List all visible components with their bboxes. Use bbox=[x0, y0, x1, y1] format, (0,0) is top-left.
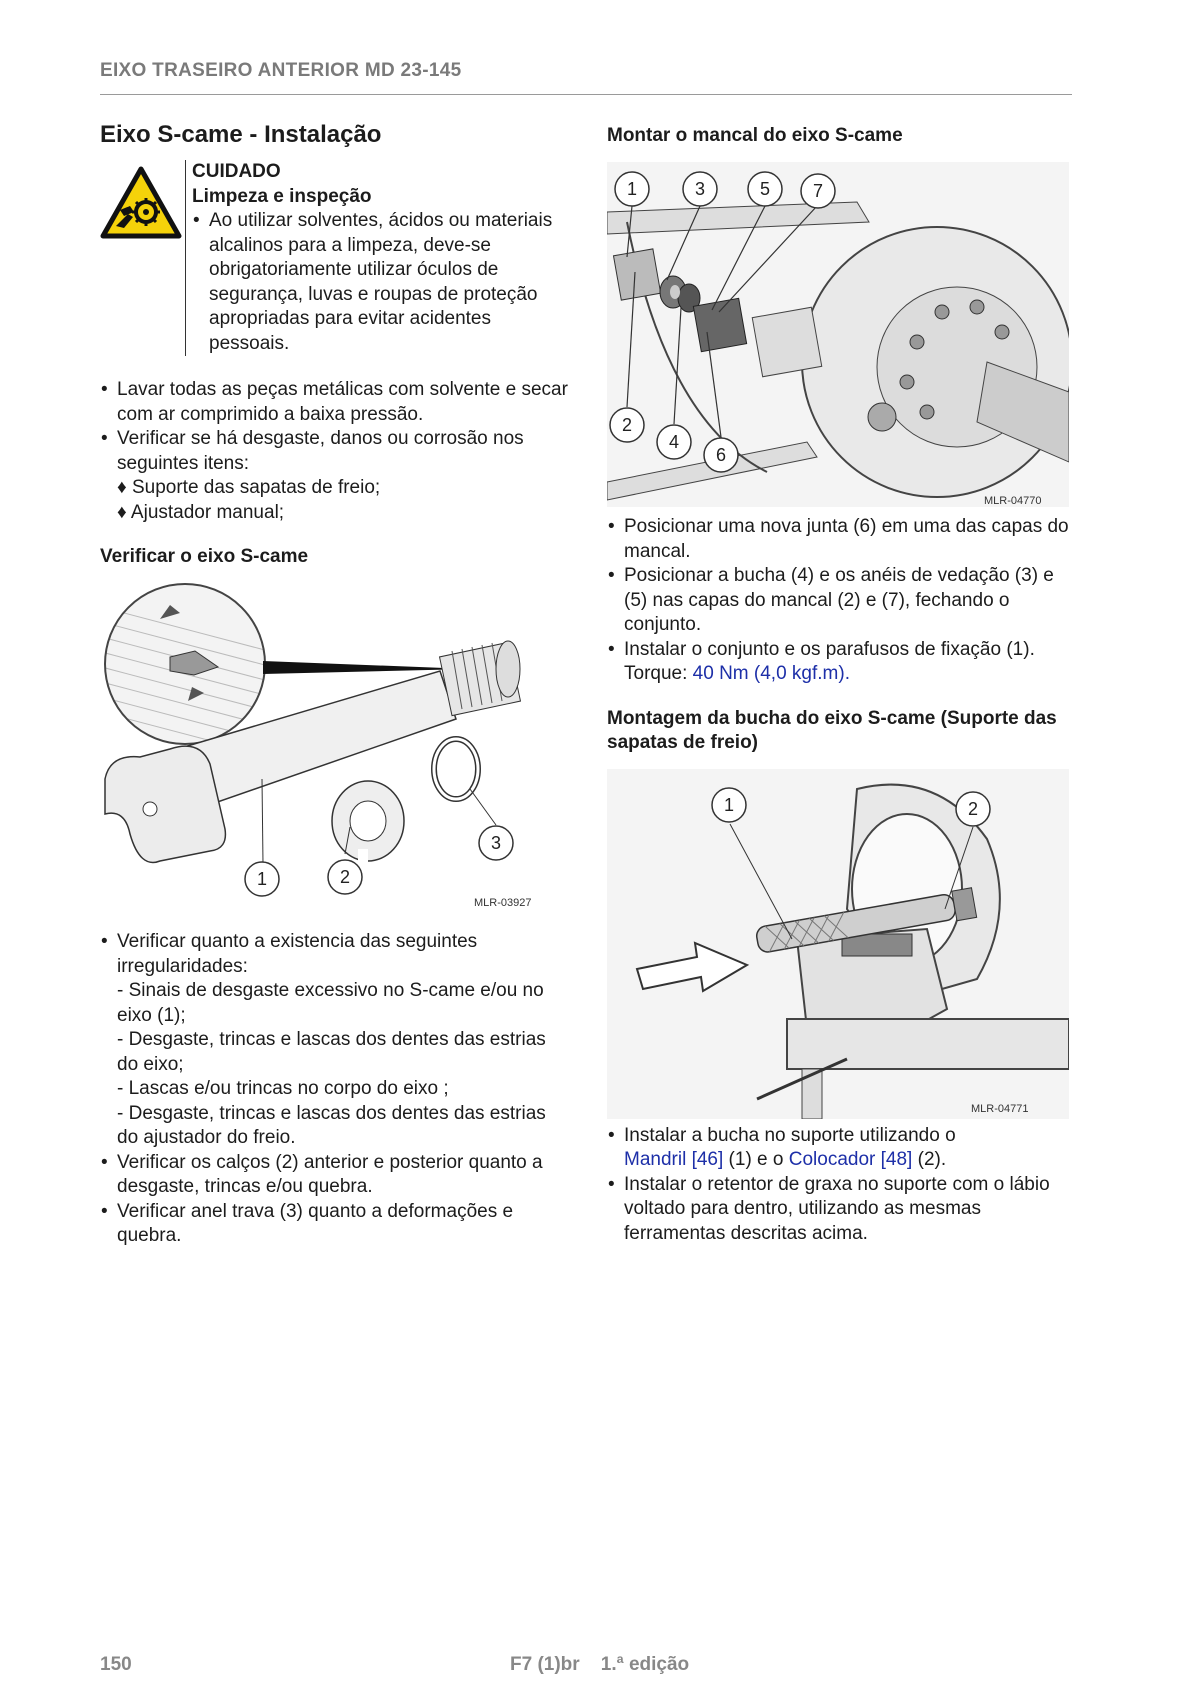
list-item bbox=[607, 1124, 1077, 1173]
section-title: Montar o mancal do eixo S-came bbox=[607, 125, 903, 146]
bearing-drawing bbox=[607, 162, 1069, 507]
edition-label: F7 (1)br 1.ª edição bbox=[510, 1654, 690, 1675]
caution-text: • Ao utilizar solventes, ácidos ou materiais alcalinos para a limpeza, deve-se obrigatoriamente utilizar óculos de segurança, luvas e roupas de proteção apropriadas para evitar acidentes pessoais. bbox=[192, 209, 562, 356]
callout-7: 7 bbox=[812, 181, 824, 201]
right-column bbox=[607, 124, 1077, 1246]
list-item bbox=[100, 930, 570, 1151]
caution-box bbox=[100, 160, 570, 356]
caution-label: CUIDADO bbox=[192, 161, 281, 182]
warning-icon bbox=[100, 160, 182, 356]
callout-3: 3 bbox=[694, 179, 706, 199]
list-item: • Instalar o retentor de graxa no suporte com o lábio voltado para dentro, utilizando as mesmas ferramentas descritas acima. bbox=[607, 1173, 1077, 1247]
mandrel-link[interactable]: Mandril [46] bbox=[624, 1149, 724, 1170]
list-item: • Verificar anel trava (3) quanto a deformações e quebra. bbox=[100, 1200, 570, 1249]
torque-spec bbox=[624, 662, 1077, 687]
callout-1: 1 bbox=[626, 179, 638, 199]
callout-5: 5 bbox=[759, 179, 771, 199]
figure-code: MLR-04771 bbox=[971, 1102, 1029, 1115]
callout-2: 2 bbox=[339, 867, 351, 887]
header-rule bbox=[100, 94, 1072, 95]
sub-item: - Desgaste, trincas e lascas dos dentes das estrias do eixo; bbox=[117, 1029, 546, 1075]
list-item-text: (2). bbox=[912, 1149, 947, 1170]
bushing-drawing bbox=[607, 769, 1069, 1119]
figure-s-cam-shaft bbox=[100, 579, 560, 924]
list-item: • Posicionar a bucha (4) e os anéis de vedação (3) e (5) nas capas do mancal (2) e (7), fechando o conjunto. bbox=[607, 564, 1077, 638]
irregularities-list bbox=[100, 930, 570, 1249]
callout-2: 2 bbox=[967, 798, 979, 819]
list-item: ♦ Suporte das sapatas de freio; bbox=[117, 477, 381, 498]
callout-4: 4 bbox=[668, 432, 680, 452]
bushing-steps-list bbox=[607, 1124, 1077, 1247]
figure-bushing-install bbox=[607, 769, 1069, 1119]
section-title: Verificar o eixo S-came bbox=[100, 546, 309, 567]
torque-label: Torque: bbox=[624, 663, 688, 684]
sub-item: - Desgaste, trincas e lascas dos dentes das estrias do ajustador do freio. bbox=[117, 1102, 546, 1148]
callout-2: 2 bbox=[621, 415, 633, 435]
bearing-steps-list bbox=[607, 515, 1077, 687]
inspection-items bbox=[100, 476, 570, 525]
sub-item: - Lascas e/ou trincas no corpo do eixo ; bbox=[117, 1078, 449, 1099]
list-item: • Verificar os calços (2) anterior e posterior quanto a desgaste, trincas e/ou quebra. bbox=[100, 1151, 570, 1200]
caution-subtitle: Limpeza e inspeção bbox=[192, 185, 372, 207]
callout-1: 1 bbox=[256, 869, 268, 889]
list-item-text: (1) e o bbox=[723, 1149, 789, 1170]
list-item: • Posicionar uma nova junta (6) em uma das capas do mancal. bbox=[607, 515, 1077, 564]
figure-code: MLR-04770 bbox=[984, 495, 1042, 507]
sub-item: - Sinais de desgaste excessivo no S-came e/ou no eixo (1); bbox=[117, 980, 544, 1026]
s-cam-drawing bbox=[100, 579, 560, 924]
list-item: • Lavar todas as peças metálicas com solvente e secar com ar comprimido a baixa pressão. bbox=[100, 378, 570, 427]
list-item: ♦ Ajustador manual; bbox=[117, 501, 285, 523]
left-column bbox=[100, 120, 570, 1249]
list-item-text: Instalar o conjunto e os parafusos de fixação (1). bbox=[624, 638, 1035, 660]
list-item-text: Instalar a bucha no suporte utilizando o bbox=[624, 1124, 956, 1146]
page-title: Eixo S-came - Instalação bbox=[100, 121, 382, 148]
list-item-intro: Verificar quanto a existencia das seguintes irregularidades: bbox=[117, 931, 478, 977]
callout-3: 3 bbox=[490, 833, 502, 853]
cleaning-list bbox=[100, 378, 570, 476]
torque-value-link[interactable]: 40 Nm (4,0 kgf.m). bbox=[692, 663, 850, 684]
list-item: • Verificar se há desgaste, danos ou corrosão nos seguintes itens: bbox=[100, 427, 570, 476]
callout-6: 6 bbox=[715, 445, 727, 465]
callout-1: 1 bbox=[723, 794, 735, 815]
figure-code: MLR-03927 bbox=[474, 897, 532, 909]
section-title: Montagem da bucha do eixo S-came (Suporte das sapatas de freio) bbox=[607, 707, 1057, 753]
figure-bearing-assembly bbox=[607, 162, 1069, 507]
page-number: 150 bbox=[100, 1654, 132, 1675]
running-header: EIXO TRASEIRO ANTERIOR MD 23-145 bbox=[100, 60, 462, 81]
list-item bbox=[607, 638, 1077, 687]
installer-link[interactable]: Colocador [48] bbox=[788, 1149, 913, 1170]
